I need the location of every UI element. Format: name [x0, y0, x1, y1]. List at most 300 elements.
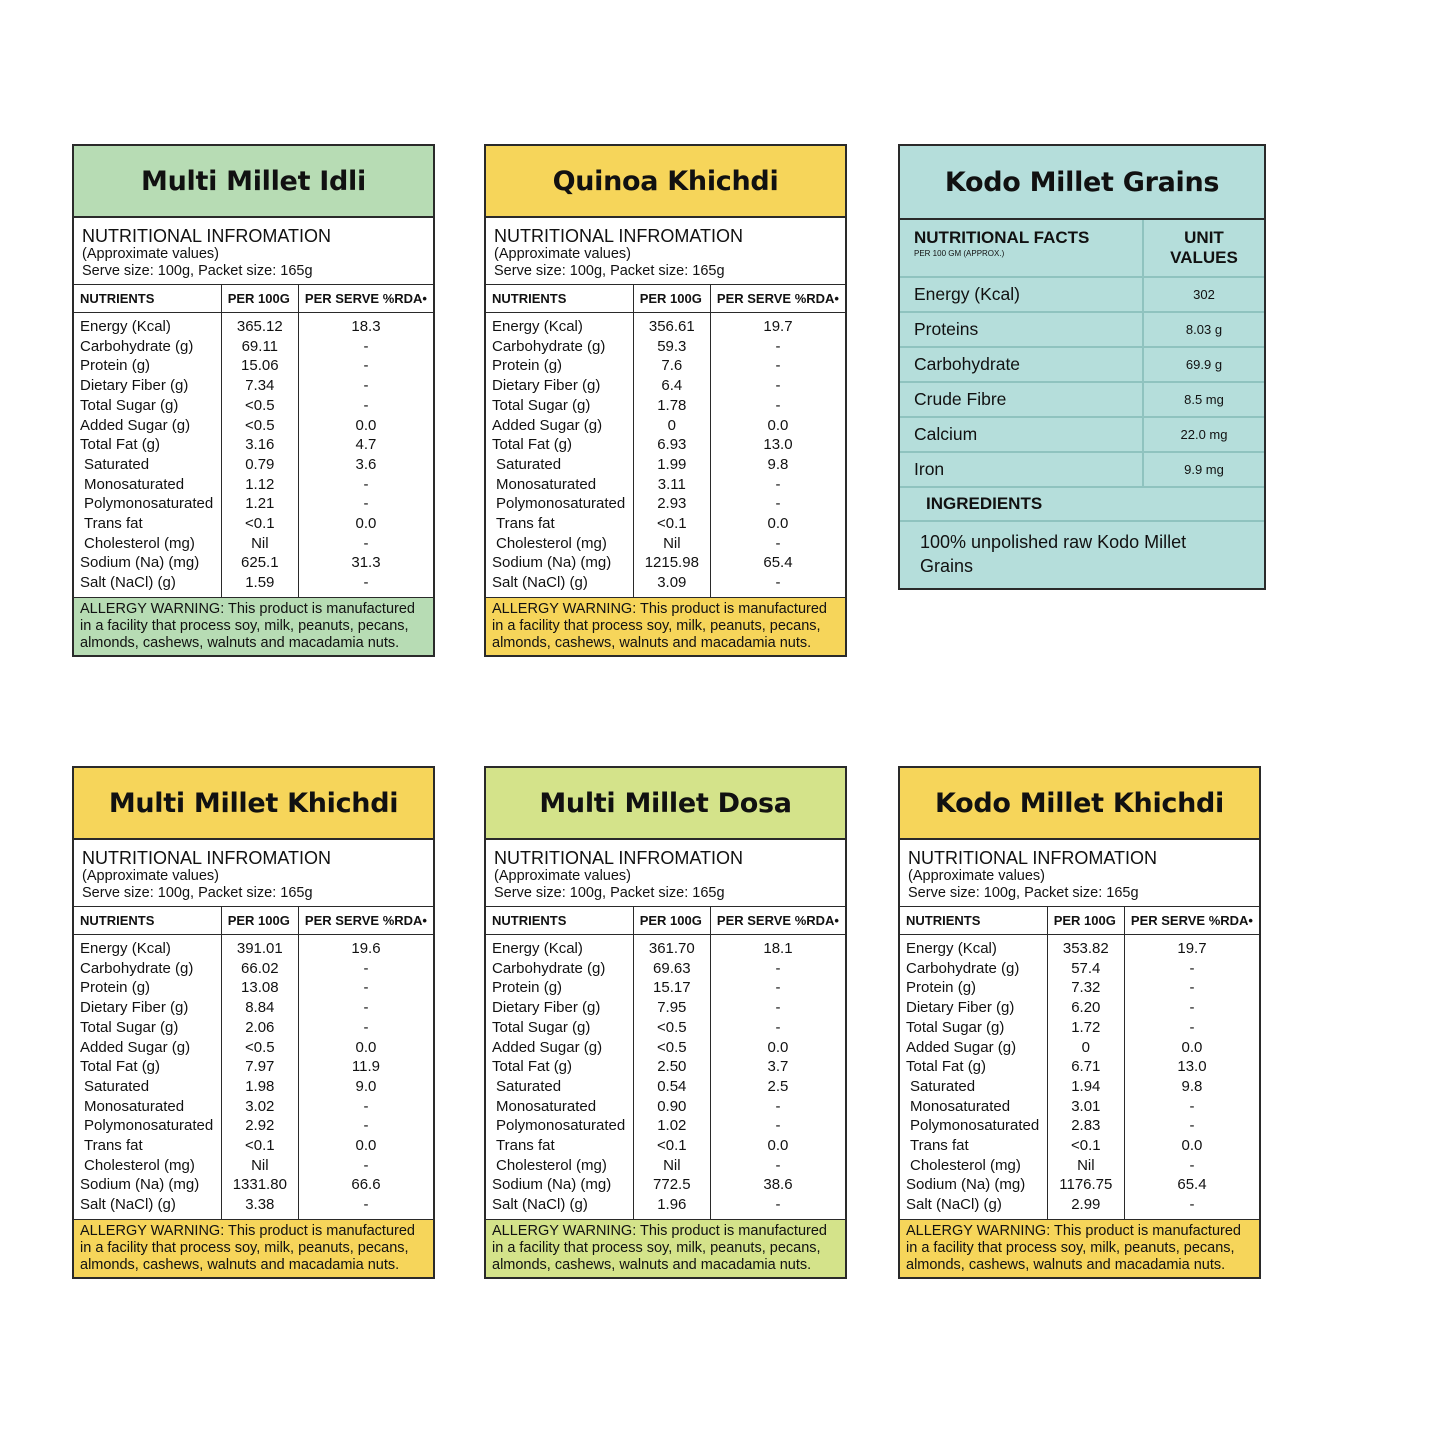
- per100g-value: 69.63: [633, 959, 710, 979]
- per100g-value: 7.97: [221, 1057, 298, 1077]
- nutrient-name: Polymonosaturated: [496, 1117, 626, 1135]
- table-row: [74, 376, 433, 396]
- col-per100g: PER 100G: [221, 907, 298, 935]
- nutrient-name: Trans fat: [84, 1137, 143, 1155]
- unit-values-header: UNIT VALUES: [1143, 220, 1264, 277]
- rda-value: -: [1124, 978, 1259, 998]
- facts-header-label: NUTRITIONAL FACTS: [914, 228, 1090, 247]
- table-row: [74, 313, 433, 337]
- col-per100g: PER 100G: [633, 285, 710, 313]
- table-row: [74, 935, 433, 959]
- table-row: [900, 998, 1259, 1018]
- nutrient-name: Monosaturated: [496, 475, 597, 493]
- rda-value: 0.0: [710, 514, 845, 534]
- table-body: [486, 313, 845, 597]
- rda-value: -: [298, 337, 433, 357]
- col-nutrients: NUTRIENTS: [486, 907, 633, 935]
- table-row: [486, 337, 845, 357]
- rda-value: 19.7: [1124, 935, 1259, 959]
- rda-value: 0.0: [710, 1136, 845, 1156]
- nutrient-name: Protein (g): [492, 357, 563, 375]
- col-rda: PER SERVE %RDA•: [298, 285, 433, 313]
- rda-value: 18.3: [298, 313, 433, 337]
- nutrient-name: Saturated: [910, 1077, 976, 1095]
- table-row: [900, 935, 1259, 959]
- col-rda: PER SERVE %RDA•: [710, 285, 845, 313]
- per100g-value: 1.21: [221, 494, 298, 514]
- rda-value: -: [298, 1156, 433, 1176]
- table-row: [486, 534, 845, 554]
- nutrition-table: [486, 907, 845, 1219]
- rda-value: 2.5: [710, 1077, 845, 1097]
- rda-value: 19.6: [298, 935, 433, 959]
- col-nutrients: NUTRIENTS: [74, 285, 221, 313]
- nutrient-name: Total Fat (g): [492, 1058, 573, 1076]
- table-row: [900, 1116, 1259, 1136]
- rda-value: -: [1124, 1018, 1259, 1038]
- rda-value: 0.0: [298, 514, 433, 534]
- per100g-value: 365.12: [221, 313, 298, 337]
- rda-value: -: [298, 573, 433, 597]
- nutrition-card: [72, 766, 435, 1279]
- ingredients-header-row: [900, 487, 1264, 521]
- nutrient-name: Total Sugar (g): [80, 396, 179, 414]
- card-title: Multi Millet Khichdi: [74, 768, 433, 840]
- facts-row: [900, 312, 1264, 347]
- rda-value: -: [710, 1116, 845, 1136]
- rda-value: -: [298, 1195, 433, 1219]
- nutrient-name: Protein (g): [492, 979, 563, 997]
- nutrient-name: Trans fat: [496, 1137, 555, 1155]
- card-title: Kodo Millet Khichdi: [900, 768, 1259, 840]
- card-title: Multi Millet Dosa: [486, 768, 845, 840]
- per100g-value: Nil: [221, 534, 298, 554]
- table-row: [486, 1077, 845, 1097]
- serve-size: Serve size: 100g, Packet size: 165g: [908, 885, 1139, 901]
- info-heading: NUTRITIONAL INFROMATION: [82, 226, 331, 246]
- fact-value: 302: [1143, 277, 1264, 312]
- fact-name: Energy (Kcal): [900, 277, 1143, 312]
- col-rda: PER SERVE %RDA•: [1124, 907, 1259, 935]
- rda-value: -: [710, 1195, 845, 1219]
- per100g-value: 2.50: [633, 1057, 710, 1077]
- table-body: [74, 313, 433, 597]
- per100g-value: 3.01: [1047, 1097, 1124, 1117]
- nutrient-name: Saturated: [496, 1077, 562, 1095]
- nutrient-name: Dietary Fiber (g): [80, 377, 189, 395]
- nutrition-card: [484, 766, 847, 1279]
- table-row: [900, 978, 1259, 998]
- per100g-value: <0.5: [633, 1018, 710, 1038]
- per100g-value: 6.4: [633, 376, 710, 396]
- ingredients-header: INGREDIENTS: [900, 487, 1264, 521]
- nutrient-name: Total Sugar (g): [906, 1018, 1005, 1036]
- nutrient-name: Added Sugar (g): [492, 1038, 603, 1056]
- facts-table: [900, 220, 1264, 522]
- per100g-value: 353.82: [1047, 935, 1124, 959]
- rda-value: -: [710, 475, 845, 495]
- per100g-value: <0.1: [633, 1136, 710, 1156]
- table-row: [486, 376, 845, 396]
- rda-value: -: [710, 1018, 845, 1038]
- per100g-value: <0.1: [221, 1136, 298, 1156]
- nutrient-name: Saturated: [84, 1077, 150, 1095]
- table-row: [74, 553, 433, 573]
- table-row: [74, 998, 433, 1018]
- rda-value: 0.0: [710, 416, 845, 436]
- approx-note: (Approximate values): [82, 868, 219, 884]
- col-rda: PER SERVE %RDA•: [710, 907, 845, 935]
- per100g-value: 0.54: [633, 1077, 710, 1097]
- nutrient-name: Trans fat: [910, 1137, 969, 1155]
- per100g-value: 2.99: [1047, 1195, 1124, 1219]
- per100g-value: 0: [633, 416, 710, 436]
- nutrient-name: Total Fat (g): [80, 436, 161, 454]
- allergy-warning: ALLERGY WARNING: This product is manufactured in a facility that process soy, milk, peanuts, pecans, almonds, cashews, walnuts and macadamia nuts.: [900, 1219, 1259, 1277]
- table-row: [486, 455, 845, 475]
- per100g-value: 1215.98: [633, 553, 710, 573]
- rda-value: -: [298, 959, 433, 979]
- per100g-value: 356.61: [633, 313, 710, 337]
- col-per100g: PER 100G: [1047, 907, 1124, 935]
- col-per100g: PER 100G: [221, 285, 298, 313]
- table-row: [486, 494, 845, 514]
- nutrient-name: Sodium (Na) (mg): [492, 554, 612, 572]
- nutrient-name: Protein (g): [80, 357, 151, 375]
- info-heading: NUTRITIONAL INFROMATION: [908, 848, 1157, 868]
- rda-value: 3.6: [298, 455, 433, 475]
- table-row: [486, 959, 845, 979]
- rda-value: -: [710, 534, 845, 554]
- rda-value: -: [298, 356, 433, 376]
- rda-value: -: [710, 1097, 845, 1117]
- nutrient-name: Polymonosaturated: [84, 495, 214, 513]
- fact-value: 69.9 g: [1143, 347, 1264, 382]
- table-row: [900, 959, 1259, 979]
- per100g-value: 2.83: [1047, 1116, 1124, 1136]
- rda-value: -: [710, 376, 845, 396]
- per100g-value: 15.17: [633, 978, 710, 998]
- nutrient-name: Monosaturated: [84, 1097, 185, 1115]
- approx-note: (Approximate values): [494, 868, 631, 884]
- table-row: [74, 1156, 433, 1176]
- rda-value: 0.0: [1124, 1136, 1259, 1156]
- table-row: [74, 1077, 433, 1097]
- nutrient-name: Dietary Fiber (g): [492, 377, 601, 395]
- nutrition-table: [74, 285, 433, 597]
- rda-value: -: [710, 978, 845, 998]
- per100g-value: 59.3: [633, 337, 710, 357]
- rda-value: -: [1124, 1156, 1259, 1176]
- per100g-value: 1.99: [633, 455, 710, 475]
- nutrition-card: [898, 766, 1261, 1279]
- per100g-value: Nil: [1047, 1156, 1124, 1176]
- nutrient-name: Total Fat (g): [492, 436, 573, 454]
- per100g-value: 1.72: [1047, 1018, 1124, 1038]
- table-row: [74, 1136, 433, 1156]
- rda-value: -: [298, 1018, 433, 1038]
- nutrient-name: Polymonosaturated: [496, 495, 626, 513]
- nutrient-name: Trans fat: [496, 515, 555, 533]
- table-row: [74, 416, 433, 436]
- col-rda: PER SERVE %RDA•: [298, 907, 433, 935]
- table-row: [486, 1018, 845, 1038]
- rda-value: 9.8: [710, 455, 845, 475]
- per100g-value: 3.38: [221, 1195, 298, 1219]
- facts-row: [900, 277, 1264, 312]
- per100g-value: 7.32: [1047, 978, 1124, 998]
- rda-value: -: [298, 376, 433, 396]
- table-row: [74, 959, 433, 979]
- per100g-value: 7.6: [633, 356, 710, 376]
- rda-value: 65.4: [1124, 1175, 1259, 1195]
- per100g-value: 1.12: [221, 475, 298, 495]
- rda-value: -: [710, 396, 845, 416]
- facts-row: [900, 347, 1264, 382]
- per100g-value: 1.02: [633, 1116, 710, 1136]
- nutrient-name: Monosaturated: [496, 1097, 597, 1115]
- rda-value: -: [710, 959, 845, 979]
- table-row: [486, 396, 845, 416]
- table-row: [74, 1175, 433, 1195]
- nutrient-name: Sodium (Na) (mg): [80, 1176, 200, 1194]
- table-row: [900, 1057, 1259, 1077]
- serve-size: Serve size: 100g, Packet size: 165g: [82, 885, 313, 901]
- nutrient-name: Sodium (Na) (mg): [906, 1176, 1026, 1194]
- fact-value: 9.9 mg: [1143, 452, 1264, 487]
- table-row: [74, 1057, 433, 1077]
- rda-value: -: [1124, 998, 1259, 1018]
- table-row: [74, 1116, 433, 1136]
- nutrition-table: [486, 285, 845, 597]
- card-title: Quinoa Khichdi: [486, 146, 845, 218]
- per100g-value: <0.5: [221, 416, 298, 436]
- per100g-value: 3.11: [633, 475, 710, 495]
- nutrient-name: Polymonosaturated: [84, 1117, 214, 1135]
- per100g-value: <0.5: [221, 396, 298, 416]
- nutrient-name: Saturated: [84, 455, 150, 473]
- serve-size: Serve size: 100g, Packet size: 165g: [82, 263, 313, 279]
- nutrient-name: Total Fat (g): [906, 1058, 987, 1076]
- per100g-value: 6.71: [1047, 1057, 1124, 1077]
- rda-value: -: [1124, 1116, 1259, 1136]
- rda-value: 13.0: [710, 435, 845, 455]
- rda-value: 65.4: [710, 553, 845, 573]
- kodo-grains-card: [898, 144, 1266, 590]
- table-row: [74, 1018, 433, 1038]
- nutrient-name: Energy (Kcal): [80, 940, 171, 957]
- table-header-row: [486, 907, 845, 935]
- info-block: [74, 218, 433, 285]
- facts-subheader: PER 100 GM (APPROX.): [914, 249, 1005, 258]
- facts-header: [900, 220, 1143, 277]
- per100g-value: 0.79: [221, 455, 298, 475]
- rda-value: -: [710, 573, 845, 597]
- table-row: [486, 313, 845, 337]
- per100g-value: 6.93: [633, 435, 710, 455]
- nutrient-name: Added Sugar (g): [492, 416, 603, 434]
- nutrient-name: Total Sugar (g): [492, 396, 591, 414]
- rda-value: -: [298, 1116, 433, 1136]
- nutrient-name: Cholesterol (mg): [496, 534, 607, 552]
- rda-value: 38.6: [710, 1175, 845, 1195]
- rda-value: -: [710, 998, 845, 1018]
- table-row: [486, 1156, 845, 1176]
- nutrient-name: Carbohydrate (g): [492, 337, 606, 355]
- rda-value: -: [1124, 1097, 1259, 1117]
- table-row: [900, 1077, 1259, 1097]
- per100g-value: 1.59: [221, 573, 298, 597]
- per100g-value: 1.96: [633, 1195, 710, 1219]
- per100g-value: 3.09: [633, 573, 710, 597]
- nutrient-name: Cholesterol (mg): [84, 534, 195, 552]
- nutrient-name: Salt (NaCl) (g): [492, 574, 588, 592]
- per100g-value: 625.1: [221, 553, 298, 573]
- col-per100g: PER 100G: [633, 907, 710, 935]
- allergy-warning: ALLERGY WARNING: This product is manufactured in a facility that process soy, milk, peanuts, pecans, almonds, cashews, walnuts and macadamia nuts.: [486, 597, 845, 655]
- rda-value: 18.1: [710, 935, 845, 959]
- table-row: [74, 396, 433, 416]
- per100g-value: Nil: [633, 1156, 710, 1176]
- fact-name: Proteins: [900, 312, 1143, 347]
- nutrient-name: Salt (NaCl) (g): [80, 574, 176, 592]
- nutrient-name: Monosaturated: [84, 475, 185, 493]
- nutrient-name: Total Fat (g): [80, 1058, 161, 1076]
- table-row: [74, 1195, 433, 1219]
- nutrient-name: Carbohydrate (g): [80, 337, 194, 355]
- per100g-value: <0.1: [221, 514, 298, 534]
- rda-value: -: [298, 475, 433, 495]
- fact-value: 8.03 g: [1143, 312, 1264, 347]
- table-row: [486, 416, 845, 436]
- nutrient-name: Salt (NaCl) (g): [80, 1196, 176, 1214]
- table-row: [486, 435, 845, 455]
- rda-value: -: [1124, 1195, 1259, 1219]
- nutrition-card: [484, 144, 847, 657]
- facts-row: [900, 452, 1264, 487]
- rda-value: -: [298, 534, 433, 554]
- info-heading: NUTRITIONAL INFROMATION: [494, 848, 743, 868]
- per100g-value: Nil: [633, 534, 710, 554]
- rda-value: -: [298, 1097, 433, 1117]
- table-row: [486, 356, 845, 376]
- table-row: [486, 1175, 845, 1195]
- nutrient-name: Carbohydrate (g): [906, 959, 1020, 977]
- per100g-value: 6.20: [1047, 998, 1124, 1018]
- table-row: [486, 1097, 845, 1117]
- per100g-value: 361.70: [633, 935, 710, 959]
- fact-name: Iron: [900, 452, 1143, 487]
- table-row: [900, 1018, 1259, 1038]
- nutrient-name: Total Sugar (g): [492, 1018, 591, 1036]
- rda-value: 31.3: [298, 553, 433, 573]
- nutrition-table: [74, 907, 433, 1219]
- per100g-value: 15.06: [221, 356, 298, 376]
- table-header-row: [900, 907, 1259, 935]
- nutrient-name: Polymonosaturated: [910, 1117, 1040, 1135]
- table-row: [74, 455, 433, 475]
- table-row: [486, 553, 845, 573]
- per100g-value: <0.5: [633, 1038, 710, 1058]
- card-title: Kodo Millet Grains: [900, 146, 1264, 220]
- nutrient-name: Cholesterol (mg): [496, 1156, 607, 1174]
- table-body: [900, 935, 1259, 1219]
- rda-value: 3.7: [710, 1057, 845, 1077]
- table-row: [74, 514, 433, 534]
- nutrition-card: [72, 144, 435, 657]
- fact-value: 8.5 mg: [1143, 382, 1264, 417]
- rda-value: -: [710, 494, 845, 514]
- approx-note: (Approximate values): [82, 246, 219, 262]
- fact-name: Crude Fibre: [900, 382, 1143, 417]
- table-row: [74, 978, 433, 998]
- info-block: [74, 840, 433, 907]
- per100g-value: 1.98: [221, 1077, 298, 1097]
- rda-value: 0.0: [1124, 1038, 1259, 1058]
- rda-value: -: [298, 978, 433, 998]
- facts-header-row: [900, 220, 1264, 277]
- table-row: [486, 935, 845, 959]
- per100g-value: 3.16: [221, 435, 298, 455]
- per100g-value: 1.78: [633, 396, 710, 416]
- nutrient-name: Salt (NaCl) (g): [906, 1196, 1002, 1214]
- rda-value: 19.7: [710, 313, 845, 337]
- table-body: [486, 935, 845, 1219]
- per100g-value: 1.94: [1047, 1077, 1124, 1097]
- rda-value: 9.0: [298, 1077, 433, 1097]
- per100g-value: 69.11: [221, 337, 298, 357]
- table-row: [486, 1116, 845, 1136]
- fact-name: Calcium: [900, 417, 1143, 452]
- rda-value: -: [710, 356, 845, 376]
- per100g-value: 2.06: [221, 1018, 298, 1038]
- table-row: [74, 435, 433, 455]
- facts-row: [900, 417, 1264, 452]
- table-row: [900, 1195, 1259, 1219]
- nutrient-name: Monosaturated: [910, 1097, 1011, 1115]
- per100g-value: 8.84: [221, 998, 298, 1018]
- per100g-value: <0.1: [1047, 1136, 1124, 1156]
- nutrient-name: Saturated: [496, 455, 562, 473]
- table-row: [74, 475, 433, 495]
- table-row: [486, 998, 845, 1018]
- per100g-value: 0: [1047, 1038, 1124, 1058]
- table-row: [74, 494, 433, 514]
- per100g-value: 2.92: [221, 1116, 298, 1136]
- approx-note: (Approximate values): [908, 868, 1045, 884]
- rda-value: 66.6: [298, 1175, 433, 1195]
- rda-value: -: [710, 337, 845, 357]
- nutrient-name: Dietary Fiber (g): [492, 999, 601, 1017]
- allergy-warning: ALLERGY WARNING: This product is manufactured in a facility that process soy, milk, peanuts, pecans, almonds, cashews, walnuts and macadamia nuts.: [486, 1219, 845, 1277]
- per100g-value: 2.93: [633, 494, 710, 514]
- rda-value: 9.8: [1124, 1077, 1259, 1097]
- nutrient-name: Total Sugar (g): [80, 1018, 179, 1036]
- rda-value: 4.7: [298, 435, 433, 455]
- per100g-value: 7.95: [633, 998, 710, 1018]
- per100g-value: 772.5: [633, 1175, 710, 1195]
- table-row: [486, 573, 845, 597]
- col-nutrients: NUTRIENTS: [74, 907, 221, 935]
- per100g-value: 3.02: [221, 1097, 298, 1117]
- nutrient-name: Energy (Kcal): [492, 940, 583, 957]
- nutrient-name: Carbohydrate (g): [492, 959, 606, 977]
- table-row: [74, 534, 433, 554]
- per100g-value: 7.34: [221, 376, 298, 396]
- table-row: [74, 337, 433, 357]
- per100g-value: 391.01: [221, 935, 298, 959]
- col-nutrients: NUTRIENTS: [486, 285, 633, 313]
